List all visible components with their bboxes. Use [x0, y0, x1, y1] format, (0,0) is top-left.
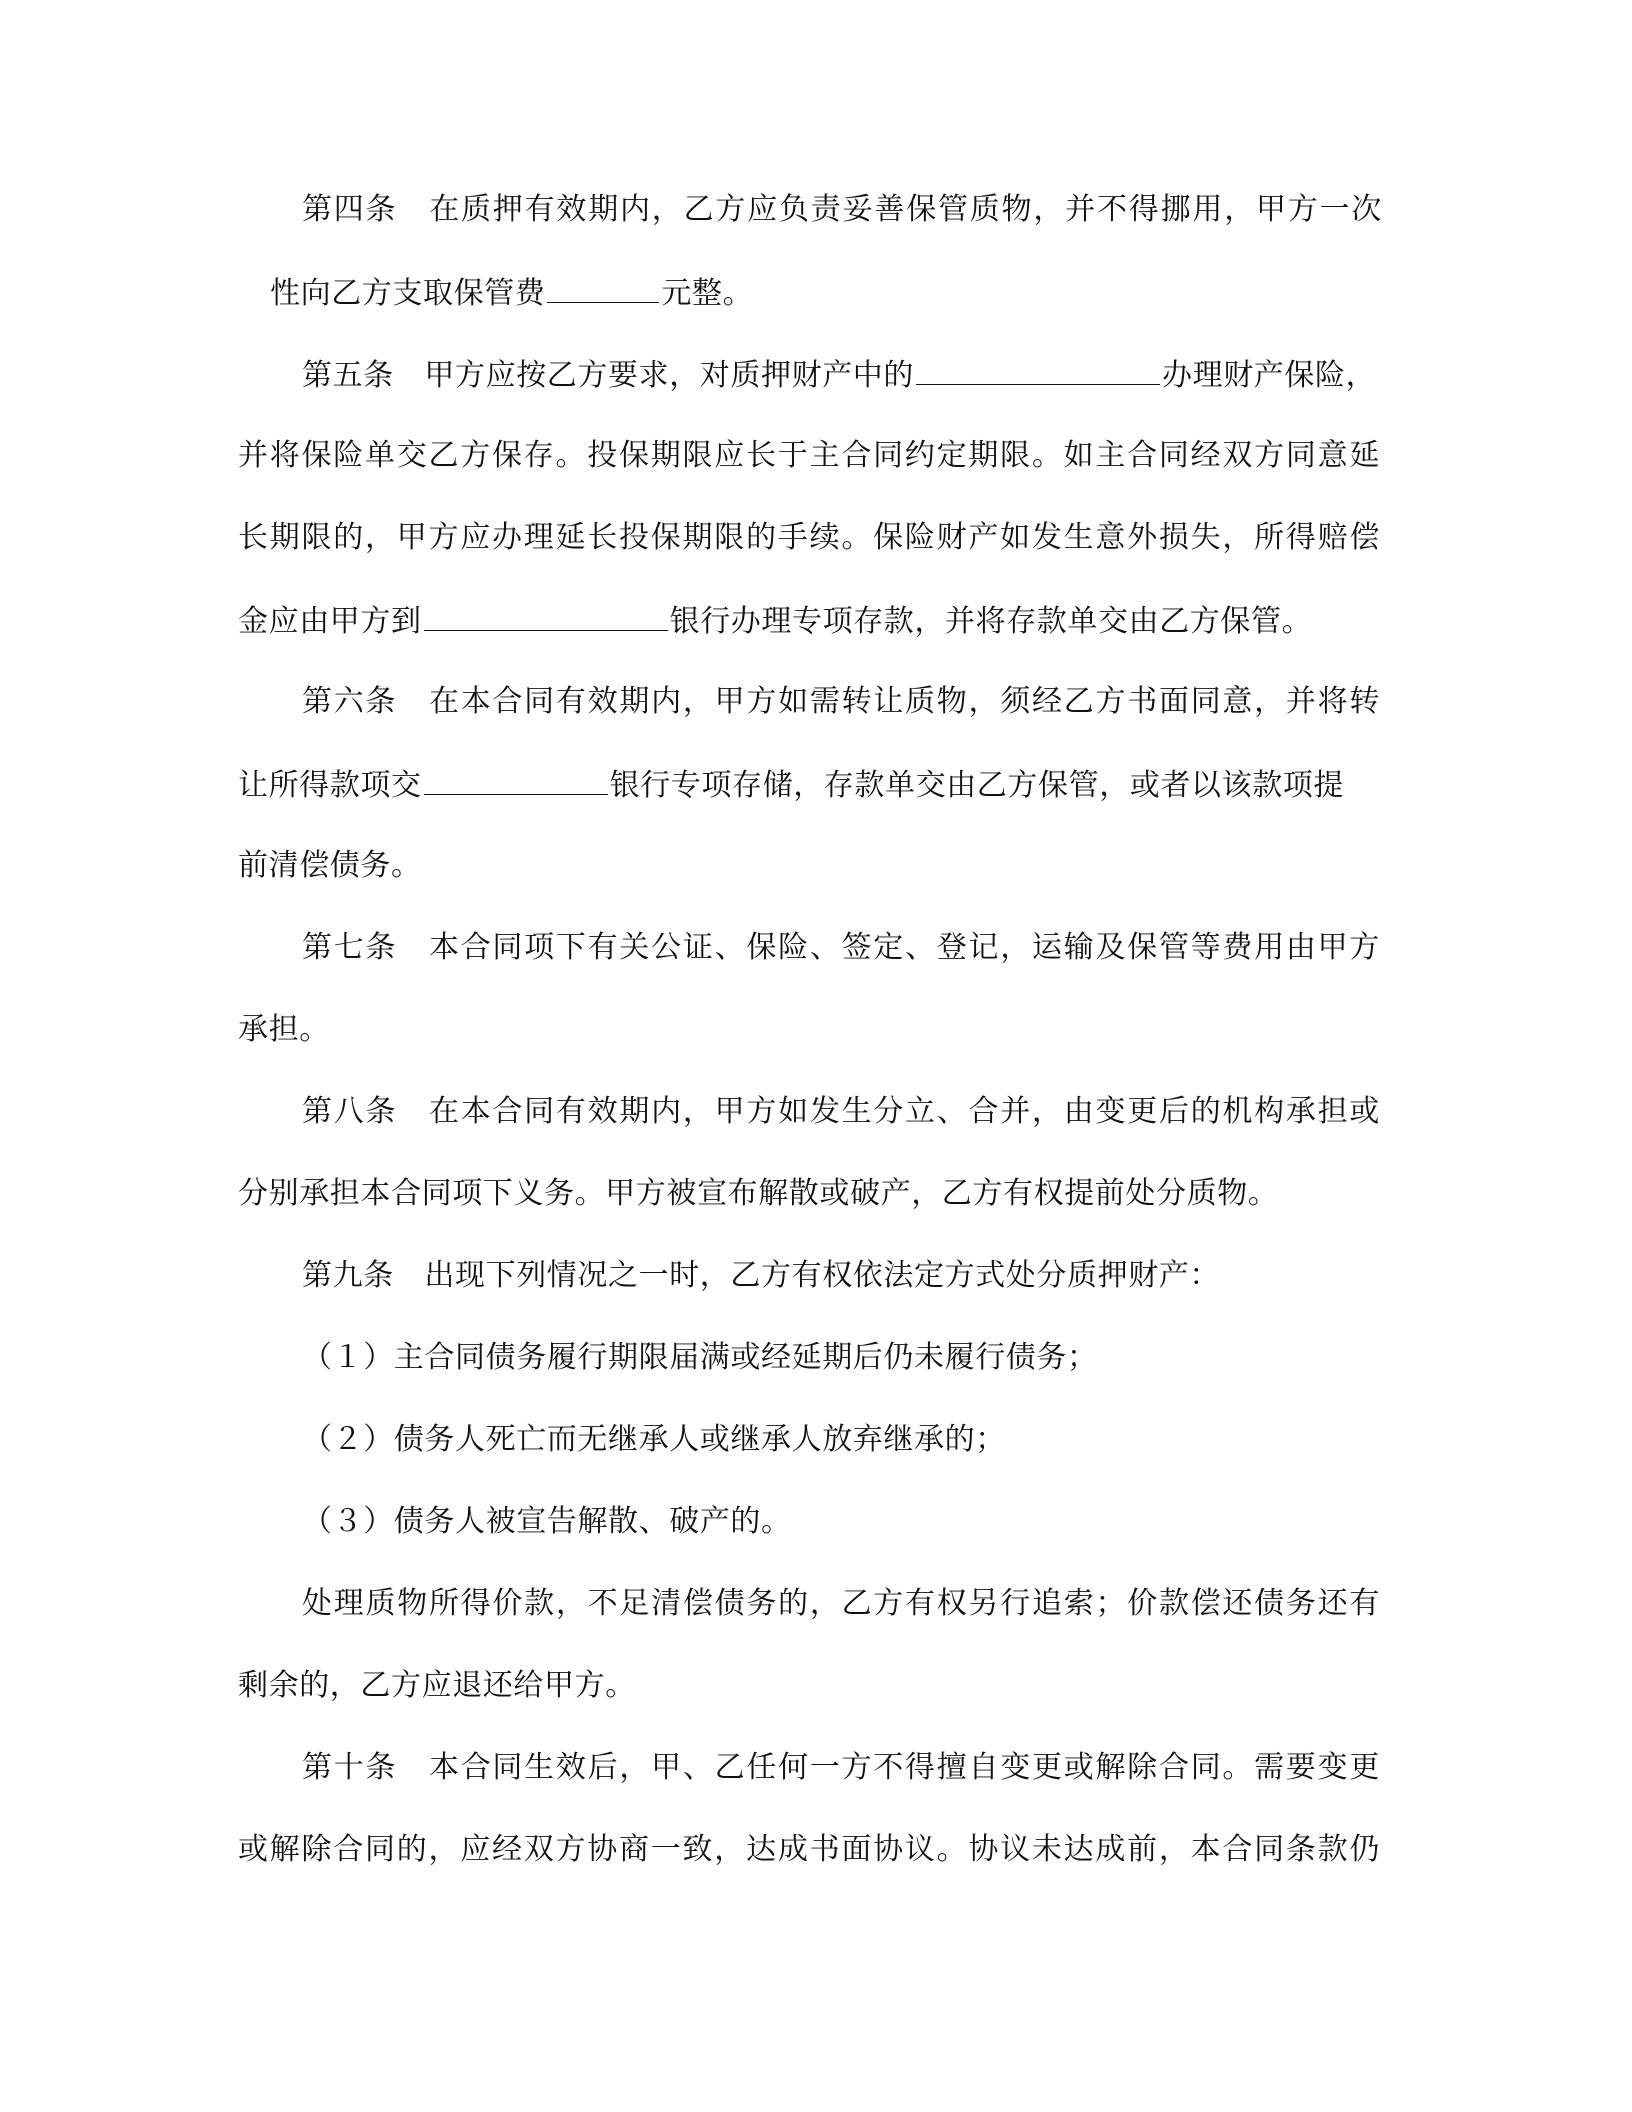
article-6-line-1: 第六条 在本合同有效期内，甲方如需转让质物，须经乙方书面同意，并将转: [302, 684, 1380, 719]
article-6-line-3: 前清偿债务。: [238, 848, 422, 883]
article-5-line-4-text-after: 银行办理专项存款，并将存款单交由乙方保管。: [669, 604, 1313, 639]
article-8-line-1: 第八条 在本合同有效期内，甲方如发生分立、合并，由变更后的机构承担或: [302, 1094, 1380, 1129]
article-4-line-1: 第四条 在质押有效期内，乙方应负责妥善保管质物，并不得挪用，甲方一次: [302, 192, 1382, 227]
article-9-paragraph-line-1: 处理质物所得价款，不足清偿债务的，乙方有权另行追索；价款偿还债务还有: [302, 1586, 1380, 1621]
article-5-line-1-text-before: 第五条 甲方应按乙方要求，对质押财产中的: [302, 358, 914, 393]
article-5-line-1: [302, 354, 1376, 394]
article-9-paragraph-line-2: 剩余的，乙方应退还给甲方。: [238, 1668, 636, 1703]
article-5-line-4: [238, 600, 1312, 640]
transfer-bank-blank: [424, 764, 608, 795]
article-6-line-2: [238, 764, 1344, 804]
article-5-line-4-text-before: 金应由甲方到: [238, 604, 422, 639]
article-5-line-1-text-after: 办理财产保险，: [1162, 358, 1377, 393]
article-4-line-2: [270, 272, 753, 312]
article-10-line-2: 或解除合同的，应经双方协商一致，达成书面协议。协议未达成前，本合同条款仍: [238, 1832, 1380, 1867]
article-9-item-1: （１）主合同债务履行期限届满或经延期后仍未履行债务；: [302, 1340, 1098, 1375]
article-4-line-2-text-after: 元整。: [661, 276, 754, 311]
article-9-item-2: （２）债务人死亡而无继承人或继承人放弃继承的；: [302, 1422, 1006, 1457]
article-6-line-2-text-after: 银行专项存储，存款单交由乙方保管，或者以该款项提: [609, 768, 1345, 803]
article-8-line-2: 分别承担本合同项下义务。甲方被宣布解散或破产，乙方有权提前处分质物。: [238, 1176, 1279, 1211]
storage-fee-blank: [547, 272, 659, 303]
article-5-line-3: 长期限的，甲方应办理延长投保期限的手续。保险财产如发生意外损失，所得赔偿: [238, 520, 1380, 555]
deposit-bank-blank: [424, 600, 668, 631]
article-5-line-2: 并将保险单交乙方保存。投保期限应长于主合同约定期限。如主合同经双方同意延: [238, 438, 1380, 473]
insured-property-blank: [916, 354, 1160, 385]
article-6-line-2-text-before: 让所得款项交: [238, 768, 422, 803]
article-7-line-2: 承担。: [238, 1012, 330, 1047]
article-10-line-1: 第十条 本合同生效后，甲、乙任何一方不得擅自变更或解除合同。需要变更: [302, 1750, 1380, 1785]
article-7-line-1: 第七条 本合同项下有关公证、保险、签定、登记，运输及保管等费用由甲方: [302, 930, 1380, 965]
article-4-line-2-text-before: 性向乙方支取保管费: [270, 276, 546, 311]
article-9-item-3: （３）债务人被宣告解散、破产的。: [302, 1504, 792, 1539]
article-9-line-1: 第九条 出现下列情况之一时，乙方有权依法定方式处分质押财产：: [302, 1258, 1220, 1293]
